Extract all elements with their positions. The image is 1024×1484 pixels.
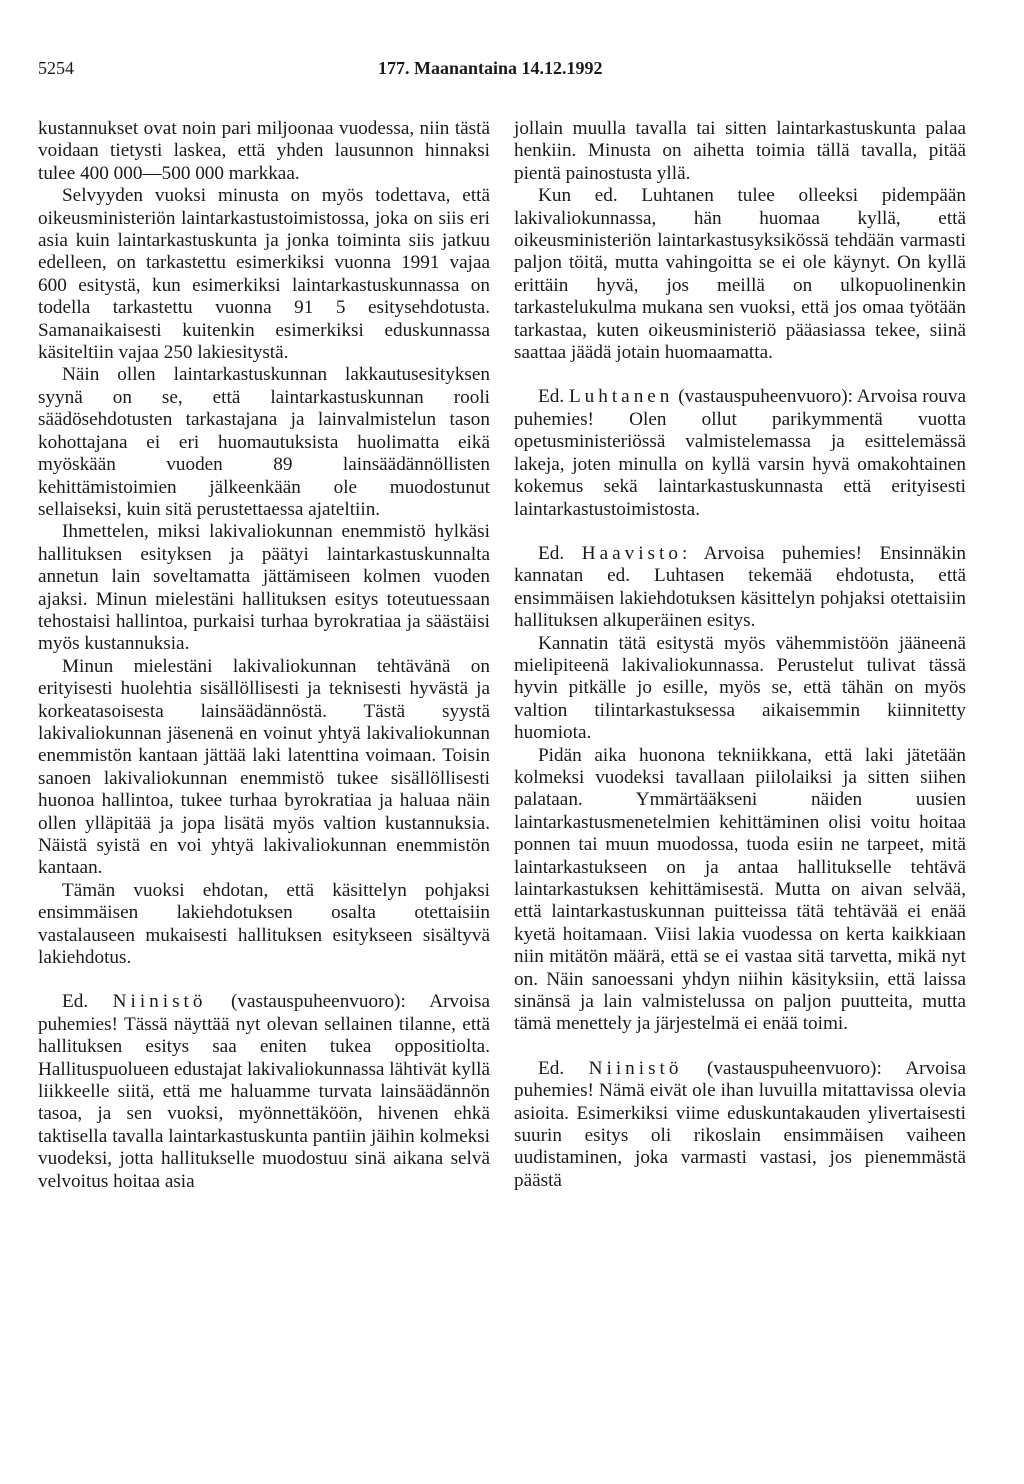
speaker-name: Niinistö [112,991,207,1013]
right-column [514,118,966,1192]
page-header [38,58,984,82]
speech-text: (vastauspuheenvuoro): Arvoisa puhemies! Tässä näyttää nyt olevan sellainen tilanne, että hallituksen esitys saa eniten tukea oppositiolta. Hallituspuolueen edustajat lakivaliokunnassa lähtivät kyllä liikkeelle siitä, että me haluamme turvata lainsäädännön tasoa, ja sen vuoksi, myönnettäköön, hivenen ehkä taktisella tavalla laintarkastuskunta pantiin jäihin kolmeksi vuodeksi, jotta hallitukselle muodostuu sinä aikana selvä velvoitus hoitaa asia [38,991,490,1192]
paragraph: Kun ed. Luhtanen tulee olleeksi pidempään lakivaliokunnassa, hän huomaa kyllä, että oikeusministeriön laintarkastusyksikössä tehdään varmasti paljon töitä, mutta vahingoitta se ei ole käynyt. On kyllä erittäin hyvä, jos meillä on ulkopuolinenkin tarkastelukulma mukana sen vuoksi, että jos omaa työtään tarkastaa, kuten oikeusministeriö pääasiassa tekee, siinä saattaa jäädä jotain huomaamatta. [514,185,966,364]
speaker-prefix: Ed. [62,991,113,1013]
speaker-prefix: Ed. [538,386,569,408]
paragraph: Kannatin tätä esitystä myös vähemmistöön jääneenä mielipiteenä lakivaliokunnassa. Perustelut tulivat tässä hyvin pitkälle jo esille, myös se, että tähän on myös valtion tilintarkastuksessa aikaisemmin kiinnitetty huomiota. [514,632,966,744]
session-title: 177. Maanantaina 14.12.1992 [378,58,603,78]
speech-luhtanen [514,386,966,520]
speaker-name: Haavisto [581,542,682,564]
speech-text: (vastauspuheenvuoro): Arvoisa puhemies! Nämä eivät ole ihan luvuilla mitattavissa olevia asioita. Esimerkiksi viime eduskuntakauden ylivertaisesti suurin esitys oli rikoslain ensimmäisen vaiheen uudistaminen, joka varmasti vastasi, jos pienemmästä päästä [514,1057,966,1191]
paragraph: Minun mielestäni lakivaliokunnan tehtävänä on erityisesti huolehtia sisällöllisesti ja teknisesti hyvästä ja korkeatasoisesta lainsäädännöstä. Tästä syystä lakivaliokunnan jäsenenä en voinut yhtyä lakivaliokunnan enemmistön kantaan jättää laki latenttina voimaan. Toisin sanoen lakivaliokunnan enemmistö tukee sisällöllisesti huonoa hallintoa, tukee turhaa byrokratiaa ja haluaa näin ollen ylläpitää ja jopa lisätä myös valtion kustannuksia. Näistä syistä en voi yhtyä lakivaliokunnan enemmistön kantaan. [38,655,490,879]
paragraph: Ihmettelen, miksi lakivaliokunnan enemmistö hylkäsi hallituksen esityksen ja päätyi laintarkastuskunnalta annetun lain soveltamatta jättämiseen kolmen vuoden ajaksi. Minun mielestäni hallituksen esitys toteutuessaan tehostaisi hallintoa, purkaisi turhaa byrokratiaa ja säästäisi myös kustannuksia. [38,521,490,655]
paragraph: Tämän vuoksi ehdotan, että käsittelyn pohjaksi ensimmäisen lakiehdotuksen osalta otettaisiin vastalauseen mukaisesti hallituksen esitykseen sisältyvä lakiehdotus. [38,879,490,969]
speech-haavisto [514,543,966,633]
speaker-prefix: Ed. [538,1057,589,1079]
speech-niinisto-2 [514,1058,966,1192]
paragraph: kustannukset ovat noin pari miljoonaa vuodessa, niin tästä voidaan tietysti laskea, että yhden lausunnon hinnaksi tulee 400 000—500 000 markkaa. [38,118,490,184]
paragraph: Näin ollen laintarkastuskunnan lakkautusesityksen syynä on se, että laintarkastuskunnan rooli säädösehdotusten tarkastajana ja lainvalmistelun tason kohottajana ei eri huomautuksista huolimatta eikä myöskään vuoden 89 lainsäädännöllisten kehittämistoimien jälkeenkään ole muodostunut sellaiseksi, kuin sitä perustettaessa ajateltiin. [38,364,490,520]
left-column [38,118,490,1193]
page-number: 5254 [38,58,74,78]
speaker-prefix: Ed. [538,542,582,564]
speech-text: (vastauspuheenvuoro): Arvoisa rouva puhemies! Olen ollut parikymmentä vuotta opetusministeriössä valmistelemassa ja esittelemässä lakeja, joten minulla on kyllä varsin hyvä omakohtainen kokemus sekä laintarkastuskunnasta että erityisesti laintarkastustoimistosta. [514,386,966,520]
speaker-name: Luhtanen [568,386,674,408]
paragraph: Pidän aika huonona tekniikkana, että laki jätetään kolmeksi vuodeksi tavallaan piilolaiksi ja sitten siihen palataan. Ymmärtääkseni näiden uusien laintarkastusmenetelmien kehittäminen olisi voitu hoitaa ponnen tai muun muodossa, tuoda esiin ne tarpeet, mitä laintarkastukseen on ja antaa hallitukselle tehtävä laintarkastuksen kehittämisestä. Mutta on aivan selvää, että laintarkastuskunnan puitteissa tätä tehtävää ei enää kyetä hoitamaan. Viisi lakia vuodessa on kerta kaikkiaan niin mitätön määrä, että se ei vastaa sitä tarvetta, mikä nyt on. Näin sanoessani yhdyn niihin käsityksiin, että laissa sinänsä ja lain valmistelussa on paljon puutteita, mutta tämä menettely ja järjestelmä ei enää toimi. [514,744,966,1035]
speaker-name: Niinistö [588,1057,683,1079]
speech-niinisto-1 [38,991,490,1193]
paragraph: Selvyyden vuoksi minusta on myös todettava, että oikeusministeriön laintarkastustoimistossa, joka on siis eri asia kuin laintarkastuskunta ja jonka toiminta siis jatkuu edelleen, on tarkastettu esimerkiksi vuonna 1991 vajaa 600 esitystä, kun esimerkiksi laintarkastuskunnassa on todella tarkastettu vuonna 91 5 esitysehdotusta. Samanaikaisesti kuitenkin esimerkiksi eduskunnassa käsiteltiin vajaa 250 lakiesitystä. [38,185,490,364]
speech-text: : Arvoisa puhemies! Ensinnäkin kannatan ed. Luhtasen tekemää ehdotusta, että ensimmäisen lakiehdotuksen käsittelyn pohjaksi otettaisiin hallituksen alkuperäinen esitys. [514,542,966,632]
paragraph: jollain muulla tavalla tai sitten laintarkastuskunta palaa henkiin. Minusta on aihetta toimia tällä tavalla, pitää pientä painostusta yllä. [514,118,966,184]
